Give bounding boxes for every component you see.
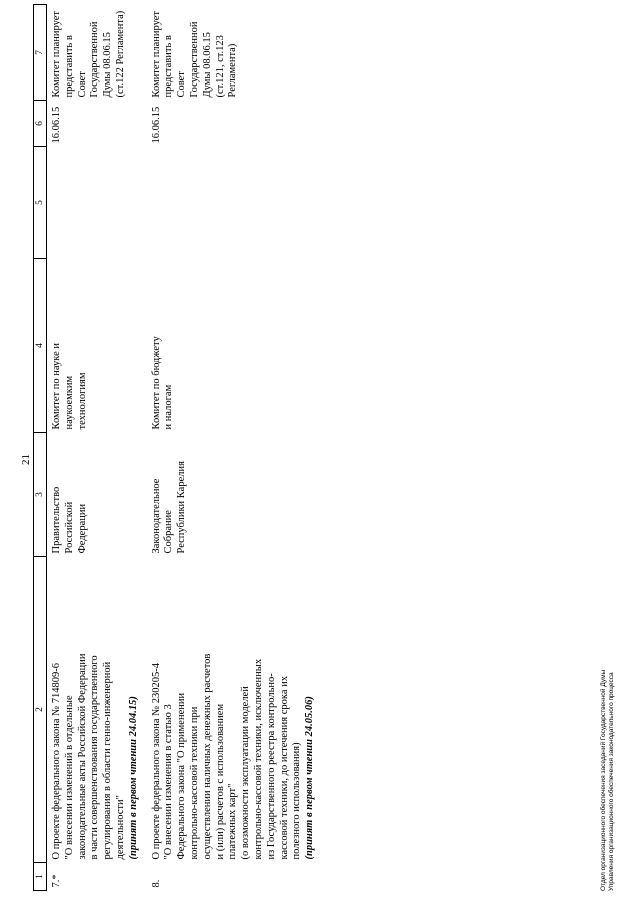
committee-line: Комитет по бюджету <box>150 336 162 430</box>
bill-line: О проекте федерального закона № 230205-4 <box>150 662 162 860</box>
bill-line: контрольно-кассовой техники при <box>188 706 200 860</box>
row-number: 7.* <box>51 874 62 888</box>
committee <box>47 259 147 433</box>
note-line: (ст.122 Регламента) <box>114 10 126 98</box>
column-header-row <box>34 5 47 891</box>
initiator-line: Российской <box>63 501 75 554</box>
bill-line: и (или) расчетов с использованием <box>214 703 226 860</box>
committee <box>147 259 323 433</box>
bill-line: контрольно-кассовой техники, исключенных <box>252 658 264 860</box>
note-cell <box>147 5 323 101</box>
bill-description <box>147 557 323 863</box>
bill-line: в части совершенствования государственного <box>89 655 101 860</box>
initiator <box>147 433 323 557</box>
initiator-line: Собрание <box>163 510 175 554</box>
bill-line: законодательные акты Российской Федерации <box>76 653 88 860</box>
bill-status: (принят в первом чтении 24.05.06) <box>304 696 316 860</box>
bill-line: регулирования в области генно-инженерной <box>102 661 114 860</box>
bill-status: (принят в первом чтении 24.04.15) <box>127 696 139 860</box>
initiator-line: Федерации <box>76 503 88 554</box>
row-number: 8. <box>150 879 162 888</box>
committee-line: Комитет по науке и <box>51 343 62 430</box>
footer-line: Отдел организационного обеспечения заседаний Государственной Думы <box>600 669 607 891</box>
bill-line: осуществлении наличных денежных расчетов <box>201 653 213 860</box>
note-line: Государственной <box>89 21 101 98</box>
initiator <box>47 433 147 557</box>
column-5-cell <box>47 147 147 259</box>
page-footer <box>600 670 616 891</box>
column-header-6: 6 <box>34 101 47 147</box>
bill-line: из Государственного реестра контрольно- <box>265 673 277 860</box>
column-header-1: 1 <box>34 863 47 891</box>
date-cell: 16.06.15 <box>150 106 162 144</box>
initiator-line: Правительство <box>51 486 62 554</box>
bill-line: О проекте федерального закона № 714809-6 <box>51 662 62 860</box>
bill-line: (о возможности эксплуатации моделей <box>240 686 252 860</box>
initiator-line: Законодательное <box>150 478 162 554</box>
column-5-cell <box>147 147 323 259</box>
note-line: Государственной <box>188 21 200 98</box>
note-line: Думы 08.06.15 <box>201 32 213 98</box>
column-header-2: 2 <box>34 557 47 863</box>
note-line: Комитет планирует <box>51 11 62 98</box>
bill-line: полезного использования) <box>291 742 303 860</box>
bill-line: кассовой техники, до истечения срока их <box>278 676 290 860</box>
table-row <box>147 5 323 891</box>
table-row <box>47 5 147 891</box>
column-header-4: 4 <box>34 259 47 433</box>
note-line: Регламента) <box>227 43 239 98</box>
committee-line: наукоемким <box>63 375 75 430</box>
bill-line: деятельности" <box>114 795 126 860</box>
column-header-7: 7 <box>34 5 47 101</box>
note-line: представить в Совет <box>63 35 88 98</box>
note-line: (ст.121, ст.123 <box>214 35 226 98</box>
committee-line: и налогам <box>163 384 175 430</box>
agenda-table <box>33 4 323 891</box>
bill-line: платежных карт" <box>227 783 239 860</box>
note-line: Комитет планирует <box>150 11 162 98</box>
note-cell <box>47 5 147 101</box>
column-header-3: 3 <box>34 433 47 557</box>
note-line: Думы 08.06.15 <box>102 32 114 98</box>
bill-line: "О внесении изменения в статью 3 <box>163 704 175 860</box>
date-cell: 16.06.15 <box>51 106 62 144</box>
committee-line: технологиям <box>76 372 88 430</box>
column-header-5: 5 <box>34 147 47 259</box>
footer-line: Управления организационного обеспечения законодательного процесса <box>608 672 615 891</box>
page-number: 21 <box>20 454 32 465</box>
bill-description <box>47 557 147 863</box>
bill-line: Федерального закона "О применении <box>176 692 188 860</box>
note-line: представить в Совет <box>163 35 188 98</box>
initiator-line: Республики Карелия <box>176 461 188 554</box>
bill-line: "О внесении изменений в отдельные <box>63 695 75 860</box>
